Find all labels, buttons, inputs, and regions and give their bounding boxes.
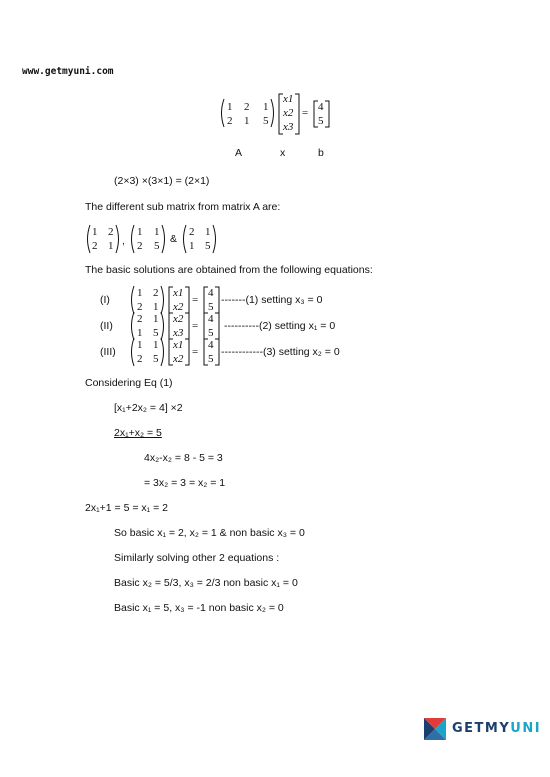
header-url: www.getmyuni.com — [22, 66, 114, 77]
dimension-line: (2×3) ×(3×1) = (2×1) — [114, 175, 210, 187]
eq3-b2: 5 — [208, 353, 214, 365]
sub-separator-comma: , — [122, 235, 125, 247]
step-3: 4x₂-x₂ = 8 - 5 = 3 — [144, 452, 223, 464]
eq3-b1: 4 — [208, 339, 214, 351]
eq3-vbracket-right — [184, 338, 190, 366]
step-9: Basic x₁ = 5, x₃ = -1 non basic x₂ = 0 — [114, 602, 284, 614]
eq3-m-r2c1: 2 — [137, 353, 143, 365]
label-x: x — [280, 147, 286, 159]
sub3-r1c2: 1 — [205, 226, 211, 238]
sub2-r1c2: 1 — [154, 226, 160, 238]
matrix-a-r2c1: 2 — [227, 115, 233, 127]
eq3-v2: x2 — [173, 353, 184, 365]
equation-label: (I) — [100, 294, 110, 306]
vector-x3: x3 — [283, 121, 294, 133]
eq1-v1: x1 — [173, 287, 184, 299]
eq3-equals: = — [192, 346, 199, 358]
eq2-b1: 4 — [208, 313, 214, 325]
eq3-note: ------------(3) setting x₂ = 0 — [221, 346, 340, 358]
logo-text-accent: UNI — [510, 721, 542, 736]
eq2-note: ----------(2) setting x₁ = 0 — [224, 320, 336, 332]
eq1-b2: 5 — [208, 301, 214, 313]
sub2-r1c1: 1 — [137, 226, 143, 238]
paren-left — [218, 98, 226, 128]
eq2-m-r1c1: 2 — [137, 313, 143, 325]
eq1-vbracket-right — [184, 286, 190, 314]
vector-b2: 5 — [318, 115, 324, 127]
sub1-paren-left — [84, 224, 92, 254]
step-4: = 3x₂ = 3 = x₂ = 1 — [144, 477, 226, 489]
sub3-r1c1: 2 — [189, 226, 195, 238]
eq3-paren-right — [159, 337, 167, 367]
eq2-m-r2c1: 1 — [137, 327, 143, 339]
sub2-paren-left — [128, 224, 136, 254]
eq2-bbracket-right — [214, 312, 220, 340]
vector-b1: 4 — [318, 101, 324, 113]
bracket-b-right — [324, 100, 330, 128]
eq1-m-r2c2: 1 — [153, 301, 159, 313]
eq1-equals: = — [192, 294, 199, 306]
eq1-v2: x2 — [173, 301, 184, 313]
eq2-m-r1c2: 1 — [153, 313, 159, 325]
label-a: A — [235, 147, 243, 159]
vector-x1: x1 — [283, 93, 294, 105]
sub-matrix-intro: The different sub matrix from matrix A are: — [85, 201, 281, 213]
eq1-m-r2c1: 2 — [137, 301, 143, 313]
sub1-paren-right — [114, 224, 122, 254]
matrix-a-r2c2: 1 — [244, 115, 250, 127]
sub2-r2c1: 2 — [137, 240, 143, 252]
matrix-a-r1c1: 1 — [227, 101, 233, 113]
logo-text — [452, 721, 541, 736]
eq2-b2: 5 — [208, 327, 214, 339]
step-7: Similarly solving other 2 equations : — [114, 552, 280, 564]
eq2-v2: x3 — [173, 327, 184, 339]
equation-label: (III) — [100, 346, 116, 358]
sub1-r1c2: 2 — [108, 226, 114, 238]
step-5: 2x₁+1 = 5 = x₁ = 2 — [85, 502, 168, 514]
step-1: [x₁+2x₂ = 4] ×2 — [114, 402, 183, 414]
sub1-r1c1: 1 — [92, 226, 98, 238]
basic-intro: The basic solutions are obtained from the following equations: — [85, 264, 373, 276]
eq3-paren-left — [128, 337, 136, 367]
eq1-m-r1c2: 2 — [153, 287, 159, 299]
sub3-paren-right — [211, 224, 219, 254]
logo-icon — [424, 718, 446, 740]
considering-heading: Considering Eq (1) — [85, 377, 173, 389]
bracket-right — [294, 93, 300, 135]
eq3-m-r1c1: 1 — [137, 339, 143, 351]
sub-separator-amp: & — [170, 233, 178, 245]
eq1-bbracket-right — [214, 286, 220, 314]
sub3-paren-left — [180, 224, 188, 254]
eq3-v1: x1 — [173, 339, 184, 351]
matrix-a-r2c3: 5 — [263, 115, 269, 127]
label-b: b — [318, 147, 324, 159]
eq2-v1: x2 — [173, 313, 184, 325]
eq2-equals: = — [192, 320, 199, 332]
sub1-r2c1: 2 — [92, 240, 98, 252]
paren-right — [269, 98, 277, 128]
equation-label: (II) — [100, 320, 113, 332]
eq3-m-r1c2: 1 — [153, 339, 159, 351]
sub2-paren-right — [160, 224, 168, 254]
eq3-bbracket-right — [214, 338, 220, 366]
eq3-m-r2c2: 5 — [153, 353, 159, 365]
eq2-vbracket-right — [184, 312, 190, 340]
sub3-r2c2: 5 — [205, 240, 211, 252]
sub3-r2c1: 1 — [189, 240, 195, 252]
step-6: So basic x₁ = 2, x₂ = 1 & non basic x₃ = 0 — [114, 527, 305, 539]
eq1-m-r1c1: 1 — [137, 287, 143, 299]
step-8: Basic x₂ = 5/3, x₃ = 2/3 non basic x₁ = 0 — [114, 577, 298, 589]
eq1-b1: 4 — [208, 287, 214, 299]
equals-sign: = — [302, 107, 309, 119]
matrix-a-r1c2: 2 — [244, 101, 250, 113]
eq2-m-r2c2: 5 — [153, 327, 159, 339]
logo-text-dark: GETMY — [452, 721, 511, 736]
matrix-a-r1c3: 1 — [263, 101, 269, 113]
step-2: 2x₁+x₂ = 5 — [114, 427, 162, 439]
sub2-r2c2: 5 — [154, 240, 160, 252]
vector-x2: x2 — [283, 107, 294, 119]
sub1-r2c2: 1 — [108, 240, 114, 252]
eq1-note: -------(1) setting x₃ = 0 — [221, 294, 323, 306]
